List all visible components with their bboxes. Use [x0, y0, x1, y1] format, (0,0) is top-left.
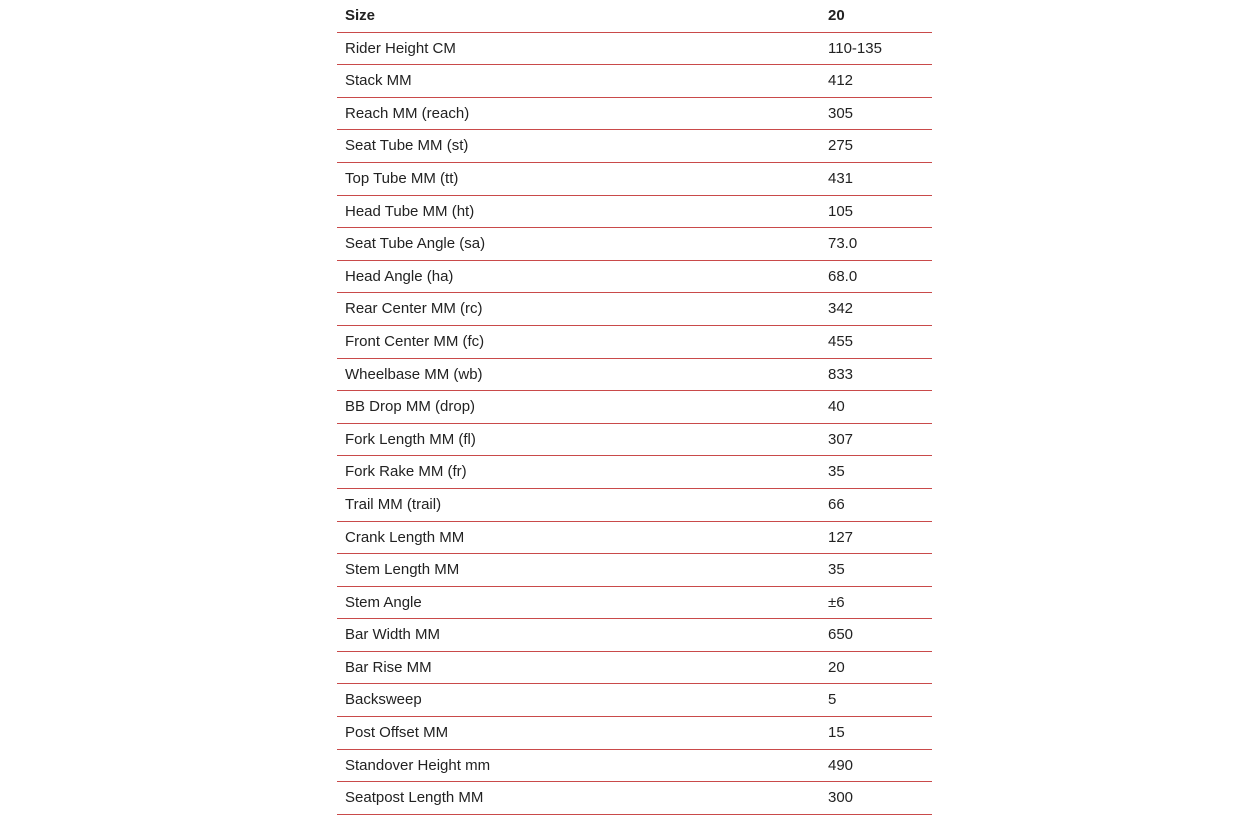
row-value: 412 — [828, 72, 854, 90]
table-row — [337, 391, 932, 424]
row-label: Top Tube MM (tt) — [345, 169, 459, 187]
table-row — [337, 65, 932, 98]
row-label: Stem Length MM — [345, 561, 460, 579]
row-value: 650 — [828, 626, 854, 644]
row-value: 40 — [828, 398, 845, 416]
row-label: Wheelbase MM (wb) — [345, 365, 483, 383]
table-row — [337, 359, 932, 392]
row-label: BB Drop MM (drop) — [345, 398, 476, 416]
geometry-table — [337, 0, 932, 815]
row-label: Head Angle (ha) — [345, 267, 454, 285]
row-value: 105 — [828, 202, 854, 220]
row-label: Rear Center MM (rc) — [345, 300, 483, 318]
row-label: Bar Rise MM — [345, 658, 432, 676]
row-label: Front Center MM (fc) — [345, 332, 485, 350]
row-value: 110-135 — [828, 39, 882, 57]
row-label: Seatpost Length MM — [345, 789, 484, 807]
table-row — [337, 326, 932, 359]
table-body — [337, 33, 932, 815]
row-label: Rider Height CM — [345, 39, 456, 57]
row-label: Standover Height mm — [345, 756, 491, 774]
row-value: 68.0 — [828, 267, 858, 285]
row-label: Bar Width MM — [345, 626, 441, 644]
table-row — [337, 554, 932, 587]
table-row — [337, 587, 932, 620]
table-row — [337, 456, 932, 489]
header-size-value: 20 — [828, 7, 845, 24]
row-value: 73.0 — [828, 235, 858, 253]
row-value: 5 — [828, 691, 837, 709]
row-label: Stem Angle — [345, 593, 422, 611]
table-row — [337, 196, 932, 229]
table-row — [337, 489, 932, 522]
row-label: Fork Rake MM (fr) — [345, 463, 467, 481]
row-value: 127 — [828, 528, 854, 546]
row-value: ±6 — [828, 593, 845, 611]
table-row — [337, 261, 932, 294]
row-label: Backsweep — [345, 691, 422, 709]
row-label: Post Offset MM — [345, 724, 449, 742]
row-value: 275 — [828, 137, 854, 155]
table-row — [337, 652, 932, 685]
row-value: 35 — [828, 463, 845, 481]
table-row — [337, 684, 932, 717]
table-row — [337, 33, 932, 66]
table-row — [337, 522, 932, 555]
table-row — [337, 130, 932, 163]
row-label: Reach MM (reach) — [345, 104, 470, 122]
row-value: 15 — [828, 724, 845, 742]
table-row — [337, 98, 932, 131]
row-label: Trail MM (trail) — [345, 495, 442, 513]
row-label: Seat Tube Angle (sa) — [345, 235, 486, 253]
row-value: 305 — [828, 104, 854, 122]
header-size-label: Size — [345, 7, 376, 24]
row-label: Fork Length MM (fl) — [345, 430, 476, 448]
table-row — [337, 717, 932, 750]
table-row — [337, 163, 932, 196]
table-row — [337, 619, 932, 652]
row-value: 455 — [828, 332, 854, 350]
row-value: 342 — [828, 300, 854, 318]
row-value: 20 — [828, 658, 845, 676]
row-label: Stack MM — [345, 72, 412, 90]
row-value: 35 — [828, 561, 845, 579]
row-value: 490 — [828, 756, 854, 774]
row-value: 431 — [828, 169, 854, 187]
row-value: 307 — [828, 430, 854, 448]
table-row — [337, 782, 932, 815]
row-label: Head Tube MM (ht) — [345, 202, 475, 220]
row-value: 300 — [828, 789, 854, 807]
row-value: 66 — [828, 495, 845, 513]
table-row — [337, 293, 932, 326]
row-label: Seat Tube MM (st) — [345, 137, 469, 155]
row-label: Crank Length MM — [345, 528, 465, 546]
table-row — [337, 228, 932, 261]
table-header-row — [337, 0, 932, 33]
row-value: 833 — [828, 365, 854, 383]
table-row — [337, 750, 932, 783]
table-row — [337, 424, 932, 457]
